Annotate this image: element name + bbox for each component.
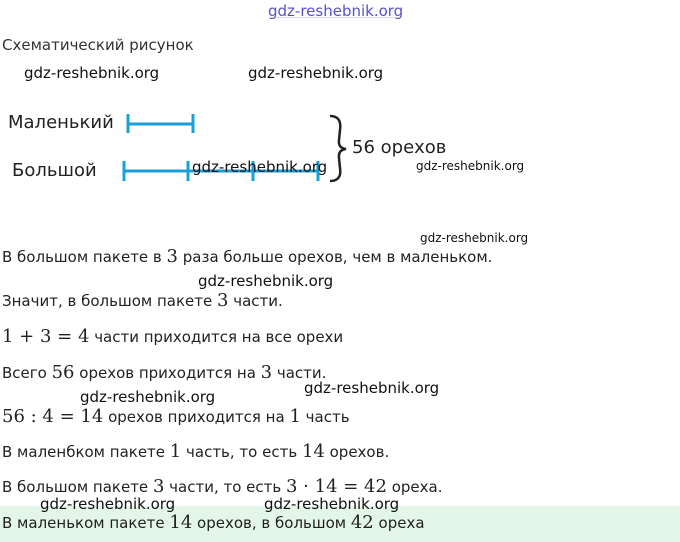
text: В маленьком пакете: [2, 514, 170, 532]
watermark: gdz-reshebnik.org: [304, 379, 440, 397]
watermark: gdz-reshebnik.org: [40, 495, 176, 513]
math: 14: [169, 512, 193, 533]
watermark: gdz-reshebnik.org: [198, 272, 334, 290]
watermark: gdz-reshebnik.org: [248, 64, 384, 82]
small-package-label: Маленький: [8, 112, 114, 133]
solution-line-6: [2, 441, 389, 462]
solution-line-7: [2, 476, 443, 497]
text: орехов приходится на: [103, 408, 290, 426]
math: 3: [260, 362, 273, 383]
small-segment: [128, 114, 193, 133]
text: часть: [300, 408, 350, 426]
total-nuts-label: 56 орехов: [352, 137, 447, 158]
math: 3: [152, 476, 165, 497]
text: Значит, в большом пакете: [2, 292, 217, 310]
big-package-label: Большой: [12, 160, 97, 181]
text: В большом пакете в: [2, 248, 167, 266]
text: части приходится на все орехи: [89, 328, 344, 346]
segment-diagram: [0, 0, 680, 220]
text: часть, то есть: [181, 443, 302, 461]
math: 3 · 14 = 42: [286, 476, 387, 497]
solution-line-3: [2, 326, 343, 347]
watermark: gdz-reshebnik.org: [264, 495, 400, 513]
solution-line-5: [2, 406, 350, 427]
math: 1 + 3 = 4: [2, 326, 90, 347]
math: 56 : 4 = 14: [2, 406, 104, 427]
text: В большом пакете: [2, 478, 153, 496]
text: части.: [272, 364, 327, 382]
text: ореха.: [386, 478, 443, 496]
text: части.: [228, 292, 283, 310]
math: 42: [350, 512, 374, 533]
text: раза больше орехов, чем в маленьком.: [177, 248, 493, 266]
math: 56: [51, 362, 75, 383]
text: орехов, в большом: [192, 514, 351, 532]
text: ореха: [373, 514, 425, 532]
solution-line-2: [2, 290, 283, 311]
text: Всего: [2, 364, 52, 382]
watermark: gdz-reshebnik.org: [24, 64, 160, 82]
text: В маленбком пакете: [2, 443, 170, 461]
solution-line-1: [2, 246, 492, 267]
math: 3: [166, 246, 178, 267]
watermark: gdz-reshebnik.org: [268, 2, 404, 20]
solution-line-4: [2, 362, 326, 383]
text: орехов.: [324, 443, 390, 461]
watermark: gdz-reshebnik.org: [416, 159, 525, 173]
answer-line: [2, 512, 425, 533]
text: орехов приходится на: [74, 364, 261, 382]
math: 3: [216, 290, 229, 311]
text: части, то есть: [164, 478, 286, 496]
math: 1: [289, 406, 301, 427]
watermark: gdz-reshebnik.org: [420, 231, 529, 245]
watermark: gdz-reshebnik.org: [80, 388, 216, 406]
math: 14: [301, 441, 325, 462]
section-heading: Схематический рисунок: [2, 36, 194, 54]
curly-brace: [330, 116, 346, 181]
watermark: gdz-reshebnik.org: [192, 158, 328, 176]
math: 1: [169, 441, 182, 462]
